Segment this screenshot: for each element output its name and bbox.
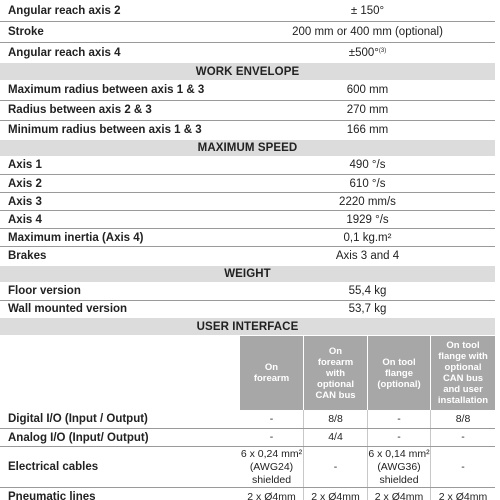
spec-row <box>0 300 495 318</box>
spec-row <box>0 23 495 41</box>
spec-row <box>0 229 495 247</box>
ui-cell: 8/8 <box>455 412 471 425</box>
spec-label: Axis 3 <box>8 196 42 208</box>
spec-label: Maximum radius between axis 1 & 3 <box>8 84 205 96</box>
spec-label: Minimum radius between axis 1 & 3 <box>8 124 202 136</box>
section-title: WEIGHT <box>224 268 271 280</box>
spec-value: 600 mm <box>346 84 389 96</box>
spec-value: 1929 °/s <box>346 214 389 226</box>
footnote-ref: (3) <box>378 48 387 54</box>
spec-label: Radius between axis 2 & 3 <box>8 104 152 116</box>
spec-value: 0,1 kg.m² <box>343 232 392 244</box>
spec-value: 490 °/s <box>349 159 386 171</box>
ui-cell: - <box>397 431 401 443</box>
spec-value: Axis 3 and 4 <box>335 250 400 262</box>
ui-cell: 8/8 <box>328 412 343 425</box>
spec-label: Angular reach axis 2 <box>8 5 121 17</box>
spec-row <box>0 81 495 99</box>
ui-cell: - <box>269 431 274 443</box>
spec-label: Maximum inertia (Axis 4) <box>8 232 144 244</box>
ui-cell: - <box>461 460 465 473</box>
ui-cell: 2 x Ø4mm <box>438 490 488 500</box>
ui-cell: - <box>333 460 338 473</box>
spec-label: Angular reach axis 4 <box>8 47 121 59</box>
ui-cell: - <box>397 412 401 425</box>
spec-value: ± 150° <box>350 5 385 17</box>
spec-value: 270 mm <box>346 104 389 116</box>
section-title: MAXIMUM SPEED <box>197 142 298 154</box>
section-header-work-envelope <box>0 63 495 80</box>
spec-value-text: ±500° <box>348 47 379 59</box>
column-header-tool-flange: On tool flange (optional) <box>368 336 430 410</box>
spec-row <box>0 2 495 20</box>
spec-row <box>0 282 495 300</box>
ui-cell: - <box>461 431 465 443</box>
divider <box>0 21 495 22</box>
spec-value: 610 °/s <box>349 178 386 190</box>
column-header-tool-flange-can-bus: On tool flange with optional CAN bus and user installation <box>431 336 495 410</box>
section-title: WORK ENVELOPE <box>195 65 300 78</box>
ui-cell: 6 x 0,24 mm² (AWG24) shielded <box>240 447 303 486</box>
spec-label: Wall mounted version <box>8 303 128 315</box>
spec-value <box>240 47 495 59</box>
section-header-maximum-speed <box>0 140 495 156</box>
spec-row <box>0 44 495 62</box>
spec-row <box>0 156 495 174</box>
spec-row <box>0 101 495 119</box>
ui-row-label: Pneumatic lines <box>8 491 96 500</box>
spec-label: Floor version <box>8 285 81 297</box>
section-header-user-interface <box>0 318 495 335</box>
section-header-weight <box>0 266 495 282</box>
spec-value: 2220 mm/s <box>339 196 396 208</box>
ui-cell: 2 x Ø4mm <box>247 490 296 500</box>
ui-row-label: Digital I/O (Input / Output) <box>8 413 148 425</box>
ui-cell: - <box>269 412 274 425</box>
spec-label: Brakes <box>8 250 47 262</box>
ui-cell: 2 x Ø4mm <box>374 490 424 500</box>
divider <box>0 42 495 43</box>
spec-row <box>0 175 495 193</box>
ui-cell: 4/4 <box>328 431 343 443</box>
ui-row-label: Electrical cables <box>8 461 99 473</box>
spec-value: 53,7 kg <box>348 303 387 315</box>
spec-value: 55,4 kg <box>348 285 387 297</box>
ui-cell: 2 x Ø4mm <box>311 490 360 500</box>
column-header-forearm-can-bus: On forearm with optional CAN bus <box>304 336 367 410</box>
ui-row-label: Analog I/O (Input/ Output) <box>8 431 149 444</box>
spec-label: Stroke <box>8 26 44 38</box>
spec-value: 166 mm <box>346 124 389 136</box>
section-title: USER INTERFACE <box>196 320 299 333</box>
spec-value: 200 mm or 400 mm (optional) <box>292 26 443 38</box>
ui-cell: 6 x 0,14 mm² (AWG36) shielded <box>368 447 430 486</box>
spec-row <box>0 121 495 139</box>
spec-label: Axis 4 <box>8 214 42 226</box>
spec-row <box>0 211 495 229</box>
spec-label: Axis 1 <box>8 159 42 171</box>
spec-row <box>0 247 495 265</box>
spec-row <box>0 193 495 211</box>
column-header-on-forearm: On forearm <box>240 336 303 410</box>
spec-label: Axis 2 <box>8 178 42 190</box>
